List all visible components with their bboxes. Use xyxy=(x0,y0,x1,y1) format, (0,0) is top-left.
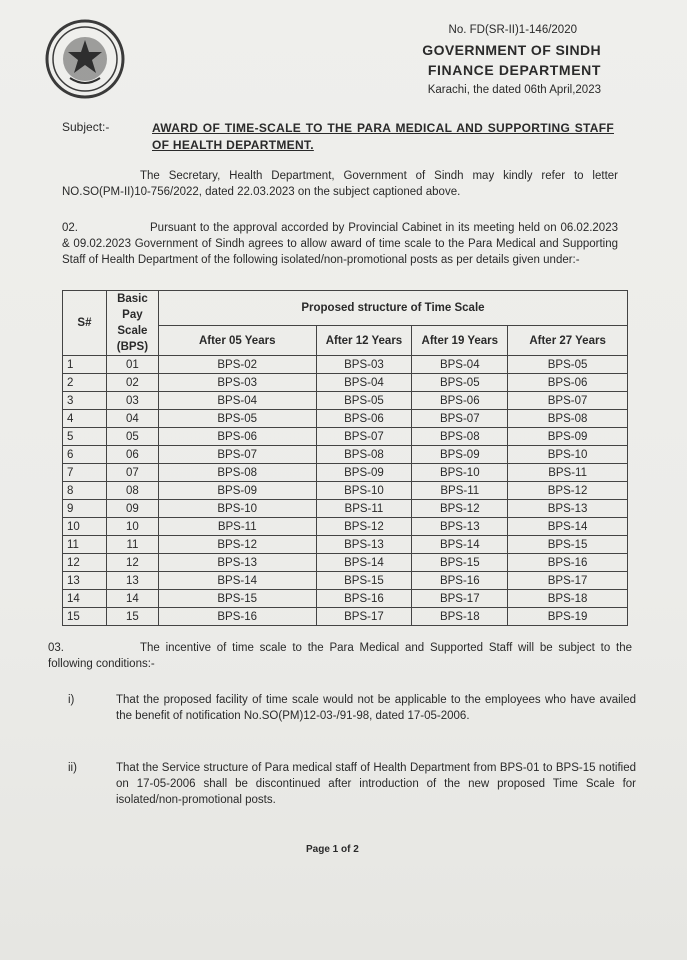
condition-1-text: That the proposed facility of time scale would not be applicable to the employees who have availed the benefit of notification No.SO(PM)12-03-/91-98, dated 17-05-2006. xyxy=(116,694,636,722)
cell-bps: 14 xyxy=(106,590,158,608)
cell-after-19: BPS-08 xyxy=(412,428,508,446)
cell-bps: 01 xyxy=(106,356,158,374)
table-row xyxy=(63,518,628,536)
cell-after-12: BPS-05 xyxy=(316,392,412,410)
table-row xyxy=(63,482,628,500)
cell-after-05: BPS-11 xyxy=(158,518,316,536)
cell-after-27: BPS-09 xyxy=(508,428,628,446)
cell-after-19: BPS-05 xyxy=(412,374,508,392)
page-number: Page 1 of 2 xyxy=(306,844,359,855)
cell-after-12: BPS-07 xyxy=(316,428,412,446)
cell-after-05: BPS-03 xyxy=(158,374,316,392)
cell-bps: 13 xyxy=(106,572,158,590)
cell-sno: 10 xyxy=(63,518,107,536)
department-heading: FINANCE DEPARTMENT xyxy=(427,62,601,78)
cell-sno: 4 xyxy=(63,410,107,428)
cell-after-12: BPS-13 xyxy=(316,536,412,554)
table-row xyxy=(63,554,628,572)
cell-sno: 12 xyxy=(63,554,107,572)
cell-after-27: BPS-08 xyxy=(508,410,628,428)
cell-after-05: BPS-02 xyxy=(158,356,316,374)
table-row xyxy=(63,410,628,428)
cell-sno: 6 xyxy=(63,446,107,464)
cell-sno: 8 xyxy=(63,482,107,500)
cell-after-05: BPS-08 xyxy=(158,464,316,482)
cell-after-05: BPS-06 xyxy=(158,428,316,446)
cell-sno: 9 xyxy=(63,500,107,518)
condition-2-numeral: ii) xyxy=(68,762,77,774)
table-row xyxy=(63,464,628,482)
condition-1-numeral: i) xyxy=(68,694,75,706)
cell-bps: 11 xyxy=(106,536,158,554)
paragraph-2-number: 02. xyxy=(62,222,78,234)
paragraph-2 xyxy=(62,220,618,268)
cell-after-12: BPS-04 xyxy=(316,374,412,392)
subject-label: Subject:- xyxy=(62,120,110,134)
table-row xyxy=(63,374,628,392)
cell-bps: 08 xyxy=(106,482,158,500)
cell-after-12: BPS-03 xyxy=(316,356,412,374)
cell-after-27: BPS-18 xyxy=(508,590,628,608)
cell-sno: 7 xyxy=(63,464,107,482)
cell-after-19: BPS-06 xyxy=(412,392,508,410)
cell-sno: 14 xyxy=(63,590,107,608)
cell-after-27: BPS-10 xyxy=(508,446,628,464)
cell-after-27: BPS-14 xyxy=(508,518,628,536)
cell-after-12: BPS-08 xyxy=(316,446,412,464)
paragraph-3-number: 03. xyxy=(48,642,64,654)
table-row xyxy=(63,590,628,608)
cell-sno: 11 xyxy=(63,536,107,554)
cell-after-27: BPS-12 xyxy=(508,482,628,500)
cell-after-19: BPS-14 xyxy=(412,536,508,554)
cell-bps: 04 xyxy=(106,410,158,428)
cell-sno: 5 xyxy=(63,428,107,446)
cell-after-27: BPS-06 xyxy=(508,374,628,392)
cell-sno: 3 xyxy=(63,392,107,410)
cell-after-19: BPS-16 xyxy=(412,572,508,590)
condition-2-text: That the Service structure of Para medical staff of Health Department from BPS-01 to BPS-15 notified on 17-05-2006 shall be discontinued after introduction of the new proposed Time Scale for isolated/non-promotional posts. xyxy=(116,762,636,806)
cell-after-12: BPS-12 xyxy=(316,518,412,536)
government-heading: GOVERNMENT OF SINDH xyxy=(422,42,601,58)
cell-bps: 05 xyxy=(106,428,158,446)
col-header-sno: S# xyxy=(63,291,107,356)
table-row xyxy=(63,356,628,374)
cell-after-05: BPS-12 xyxy=(158,536,316,554)
cell-after-27: BPS-07 xyxy=(508,392,628,410)
paragraph-3 xyxy=(48,640,632,672)
table-row xyxy=(63,392,628,410)
cell-after-27: BPS-13 xyxy=(508,500,628,518)
cell-after-05: BPS-13 xyxy=(158,554,316,572)
cell-after-19: BPS-15 xyxy=(412,554,508,572)
cell-after-05: BPS-15 xyxy=(158,590,316,608)
paragraph-2-text: Pursuant to the approval accorded by Provincial Cabinet in its meeting held on 06.02.2023 & 09.02.2023 Government of Sindh agrees to allow award of time scale to the Para Medical and Supporting Staff of Health Department of the following isolated/non-promotional posts as per details given under:- xyxy=(62,222,618,266)
cell-after-12: BPS-16 xyxy=(316,590,412,608)
paragraph-1: The Secretary, Health Department, Government of Sindh may kindly refer to letter NO.SO(PM-II)10-756/2022, dated 22.03.2023 on the subject captioned above. xyxy=(62,170,618,198)
cell-after-12: BPS-11 xyxy=(316,500,412,518)
cell-after-19: BPS-17 xyxy=(412,590,508,608)
cell-after-19: BPS-10 xyxy=(412,464,508,482)
cell-after-19: BPS-12 xyxy=(412,500,508,518)
date-line: Karachi, the dated 06th April,2023 xyxy=(427,84,601,96)
cell-sno: 15 xyxy=(63,608,107,626)
cell-after-05: BPS-09 xyxy=(158,482,316,500)
government-seal-icon xyxy=(44,18,126,100)
col-header-after-27: After 27 Years xyxy=(508,326,628,356)
table-row xyxy=(63,500,628,518)
cell-after-05: BPS-14 xyxy=(158,572,316,590)
cell-bps: 15 xyxy=(106,608,158,626)
cell-after-12: BPS-17 xyxy=(316,608,412,626)
cell-after-19: BPS-07 xyxy=(412,410,508,428)
cell-after-19: BPS-18 xyxy=(412,608,508,626)
cell-sno: 2 xyxy=(63,374,107,392)
cell-bps: 06 xyxy=(106,446,158,464)
table-row xyxy=(63,608,628,626)
cell-after-27: BPS-11 xyxy=(508,464,628,482)
cell-after-19: BPS-04 xyxy=(412,356,508,374)
file-number: No. FD(SR-II)1-146/2020 xyxy=(448,24,577,36)
cell-sno: 13 xyxy=(63,572,107,590)
subject-text: AWARD OF TIME-SCALE TO THE PARA MEDICAL AND SUPPORTING STAFF OF HEALTH DEPARTMENT. xyxy=(152,121,614,152)
cell-after-05: BPS-07 xyxy=(158,446,316,464)
col-header-after-05: After 05 Years xyxy=(158,326,316,356)
table-row xyxy=(63,428,628,446)
cell-after-12: BPS-14 xyxy=(316,554,412,572)
cell-after-27: BPS-16 xyxy=(508,554,628,572)
cell-after-12: BPS-15 xyxy=(316,572,412,590)
cell-after-05: BPS-05 xyxy=(158,410,316,428)
cell-after-05: BPS-16 xyxy=(158,608,316,626)
cell-bps: 10 xyxy=(106,518,158,536)
cell-after-12: BPS-09 xyxy=(316,464,412,482)
col-header-bps: Basic Pay Scale (BPS) xyxy=(106,291,158,356)
cell-after-27: BPS-15 xyxy=(508,536,628,554)
cell-after-19: BPS-09 xyxy=(412,446,508,464)
cell-after-12: BPS-06 xyxy=(316,410,412,428)
cell-bps: 09 xyxy=(106,500,158,518)
cell-sno: 1 xyxy=(63,356,107,374)
cell-after-05: BPS-10 xyxy=(158,500,316,518)
cell-after-12: BPS-10 xyxy=(316,482,412,500)
cell-after-05: BPS-04 xyxy=(158,392,316,410)
cell-bps: 07 xyxy=(106,464,158,482)
col-header-after-19: After 19 Years xyxy=(412,326,508,356)
table-row xyxy=(63,446,628,464)
table-row xyxy=(63,536,628,554)
cell-bps: 02 xyxy=(106,374,158,392)
paragraph-3-text: The incentive of time scale to the Para Medical and Supported Staff will be subject to the following conditions:- xyxy=(48,642,632,670)
group-header-title: Proposed structure of Time Scale xyxy=(158,291,627,326)
cell-bps: 12 xyxy=(106,554,158,572)
table-row xyxy=(63,572,628,590)
time-scale-body xyxy=(63,356,628,626)
cell-after-27: BPS-19 xyxy=(508,608,628,626)
cell-after-19: BPS-11 xyxy=(412,482,508,500)
time-scale-table xyxy=(62,290,628,626)
cell-after-19: BPS-13 xyxy=(412,518,508,536)
cell-bps: 03 xyxy=(106,392,158,410)
col-header-after-12: After 12 Years xyxy=(316,326,412,356)
cell-after-27: BPS-05 xyxy=(508,356,628,374)
cell-after-27: BPS-17 xyxy=(508,572,628,590)
